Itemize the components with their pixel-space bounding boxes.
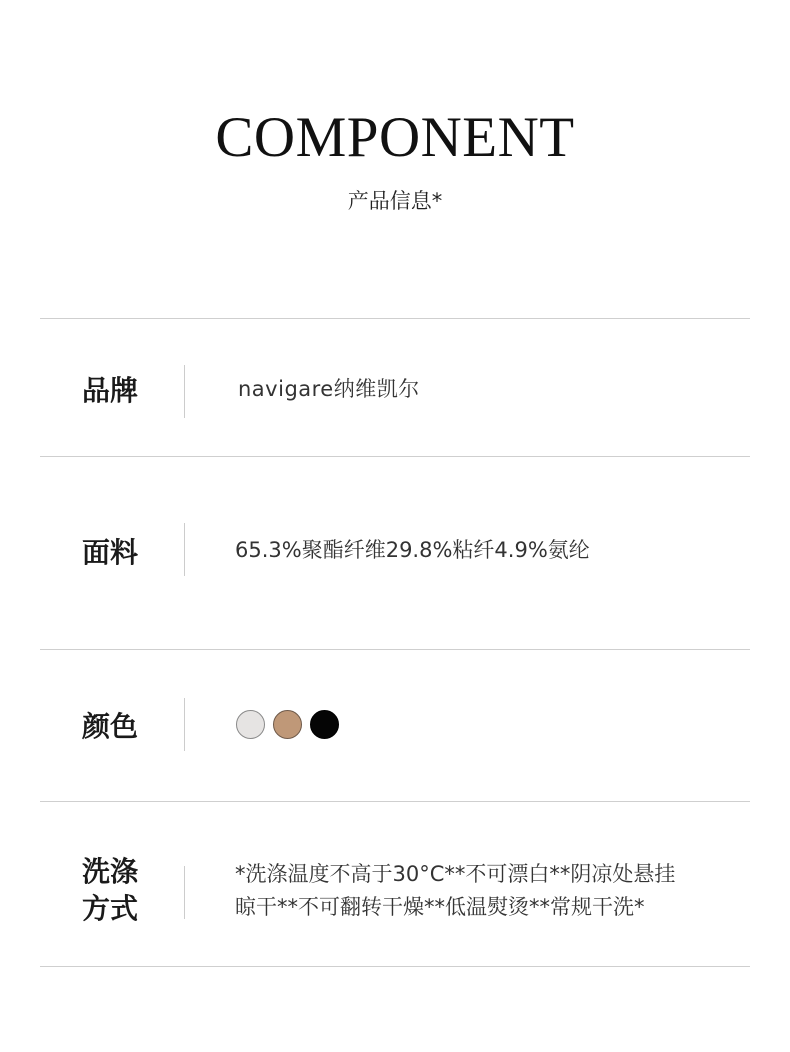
color-separator [184, 698, 185, 751]
divider-color [40, 801, 750, 802]
divider-fabric [40, 649, 750, 650]
divider-bottom [40, 966, 750, 967]
care-label-line1: 洗涤 [82, 855, 139, 888]
page-subtitle: 产品信息* [347, 189, 443, 213]
brand-value: navigare纳维凯尔 [238, 377, 420, 401]
swatch-camel[interactable] [273, 710, 302, 739]
color-label: 颜色 [82, 710, 139, 743]
care-value-line2: 晾干**不可翻转干燥**低温熨烫**常规干洗* [235, 895, 645, 919]
fabric-value: 65.3%聚酯纤维29.8%粘纤4.9%氨纶 [235, 538, 590, 562]
fabric-label: 面料 [82, 536, 139, 569]
divider-top [40, 318, 750, 319]
divider-brand [40, 456, 750, 457]
brand-separator [184, 365, 185, 418]
page-title: COMPONENT [215, 106, 575, 169]
care-label-line2: 方式 [82, 892, 139, 925]
color-swatches [236, 710, 339, 740]
swatch-light-gray[interactable] [236, 710, 265, 739]
fabric-separator [184, 523, 185, 576]
care-separator [184, 866, 185, 919]
brand-label: 品牌 [82, 374, 139, 407]
swatch-black[interactable] [310, 710, 339, 739]
care-value-line1: *洗涤温度不高于30°C**不可漂白**阴凉处悬挂 [235, 862, 676, 886]
